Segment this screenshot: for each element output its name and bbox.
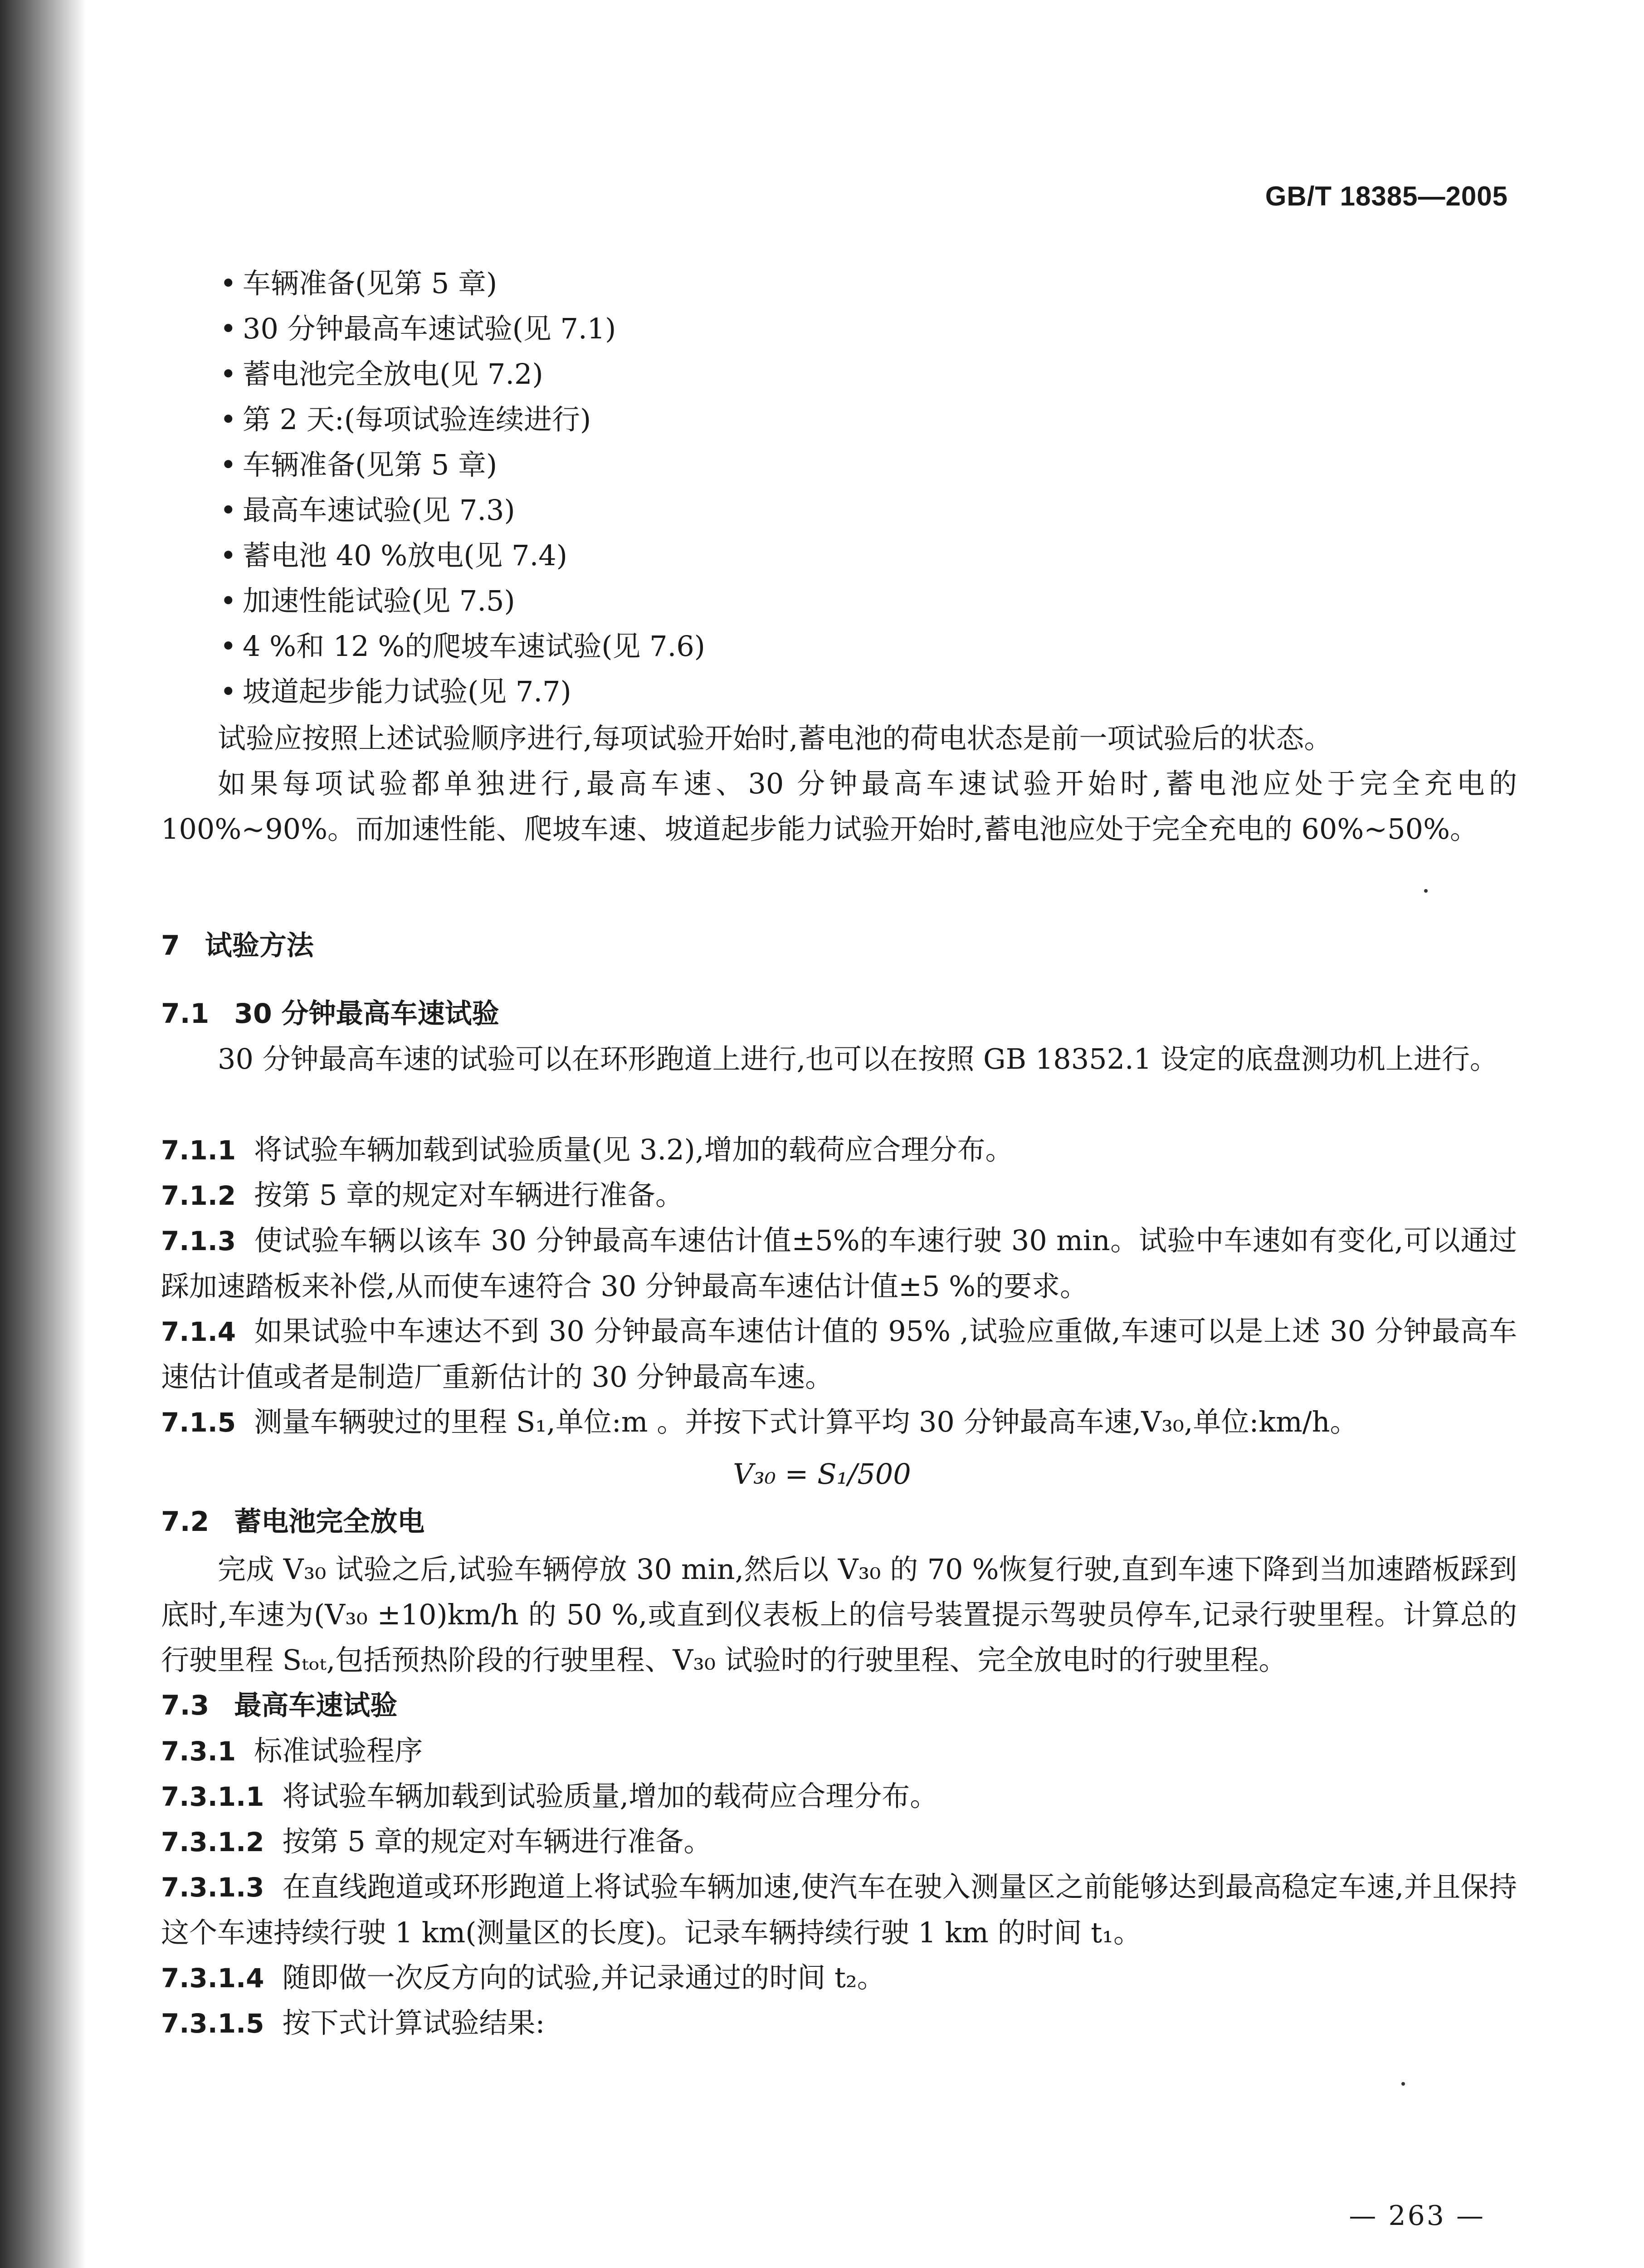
list-item (220, 306, 616, 352)
section-title: 蓄电池完全放电 (234, 1506, 425, 1538)
list-item (220, 624, 705, 669)
clause-7-1-5 (161, 1399, 1517, 1445)
clause-7-3-1-5 (161, 2000, 1517, 2046)
clause-text: 按下式计算试验结果: (282, 2006, 545, 2039)
section-heading-7-3 (161, 1683, 397, 1728)
clause-text: 将试验车辆加载到试验质量,增加的载荷应合理分布。 (282, 1779, 938, 1813)
bullet: • (220, 494, 237, 527)
clause-7-3-1-4 (161, 1955, 1517, 2001)
clause-text: 将试验车辆加载到试验质量(见 3.2),增加的载荷应合理分布。 (254, 1133, 1014, 1166)
bullet: • (220, 403, 237, 436)
bullet: • (220, 267, 237, 300)
clause-7-3-1-3 (161, 1864, 1517, 1955)
clause-number: 7.1.4 (161, 1316, 236, 1347)
clause-text: 使试验车辆以该车 30 分钟最高车速估计值±5%的车速行驶 30 min。试验中车速如有变化,可以通过踩加速踏板来补偿,从而使车速符合 30 分钟最高车速估计值±5 %的要求。 (161, 1224, 1517, 1303)
section-heading-7-2 (161, 1499, 424, 1545)
list-item-text: 4 %和 12 %的爬坡车速试验(见 7.6) (243, 630, 705, 663)
list-item-text: 加速性能试验(见 7.5) (243, 584, 515, 617)
clause-7-3-1-1 (161, 1774, 1517, 1819)
bullet: • (220, 357, 237, 391)
list-item (220, 352, 543, 397)
scan-speck (1401, 2082, 1405, 2086)
clause-text: 测量车辆驶过的里程 S₁,单位:m 。并按下式计算平均 30 分钟最高车速,V₃₀,单位:km/h。 (254, 1405, 1358, 1438)
clause-number: 7.3.1.1 (161, 1781, 264, 1812)
section-title: 最高车速试验 (234, 1690, 398, 1721)
bullet: • (220, 584, 237, 617)
clause-number: 7.1.2 (161, 1180, 236, 1211)
formula-v30: V₃₀ = S₁/500 (733, 1457, 911, 1491)
clause-number: 7.3.1.4 (161, 1963, 264, 1994)
clause-text: 按第 5 章的规定对车辆进行准备。 (254, 1178, 684, 1212)
clause-text: 按第 5 章的规定对车辆进行准备。 (282, 1825, 712, 1858)
list-item-text: 30 分钟最高车速试验(见 7.1) (243, 312, 616, 345)
bullet: • (220, 539, 237, 572)
clause-7-1-3 (161, 1218, 1517, 1309)
list-item-text: 车辆准备(见第 5 章) (243, 267, 498, 300)
bullet: • (220, 448, 237, 481)
list-item (220, 669, 571, 714)
clause-number: 7.1.1 (161, 1135, 236, 1166)
list-item (220, 442, 497, 488)
section-number: 7 (161, 930, 180, 962)
paragraph-sequence: 试验应按照上述试验顺序进行,每项试验开始时,蓄电池的荷电状态是前一项试验后的状态。 (218, 722, 1332, 755)
clause-7-1-2 (161, 1173, 1517, 1218)
clause-number: 7.3.1.5 (161, 2008, 264, 2039)
bullet: • (220, 312, 237, 345)
clause-text: 如果试验中车速达不到 30 分钟最高车速估计值的 95% ,试验应重做,车速可以是上述 30 分钟最高车速估计值或者是制造厂重新估计的 30 分钟最高车速。 (161, 1315, 1517, 1393)
scan-speck (1424, 889, 1428, 893)
section-title: 试验方法 (205, 930, 314, 962)
clause-number: 7.1.3 (161, 1226, 236, 1256)
page-number: — 263 — (1349, 2200, 1485, 2232)
clause-7-3-1 (161, 1728, 1517, 1774)
clause-7-1-4 (161, 1309, 1517, 1400)
list-item-text: 蓄电池 40 %放电(见 7.4) (243, 539, 567, 572)
clause-number: 7.1.5 (161, 1407, 236, 1438)
clause-number: 7.3.1 (161, 1736, 236, 1767)
list-item-text: 坡道起步能力试验(见 7.7) (243, 675, 571, 708)
paragraph-7-1-intro: 30 分钟最高车速的试验可以在环形跑道上进行,也可以在按照 GB 18352.1 设定的底盘测功机上进行。 (218, 1042, 1498, 1075)
list-item-text: 第 2 天:(每项试验连续进行) (243, 403, 591, 436)
clause-7-3-1-2 (161, 1819, 1517, 1865)
section-number: 7.3 (161, 1690, 210, 1721)
list-item-text: 车辆准备(见第 5 章) (243, 448, 498, 481)
clause-text: 在直线跑道或环形跑道上将试验车辆加速,使汽车在驶入测量区之前能够达到最高稳定车速,并且保持这个车速持续行驶 1 km(测量区的长度)。记录车辆持续行驶 1 km 的时间 t₁。 (161, 1870, 1517, 1949)
clause-7-1-1 (161, 1127, 1517, 1173)
list-item (220, 533, 567, 578)
section-number: 7.1 (161, 998, 210, 1030)
paragraph-separate-tests: 如果每项试验都单独进行,最高车速、30 分钟最高车速试验开始时,蓄电池应处于完全充电的 100%~90%。而加速性能、爬坡车速、坡道起步能力试验开始时,蓄电池应处于完全充电的 60%~50%。 (161, 767, 1517, 846)
list-item (220, 397, 591, 442)
bullet: • (220, 630, 237, 663)
clause-text: 随即做一次反方向的试验,并记录通过的时间 t₂。 (282, 1961, 885, 1994)
list-item-text: 蓄电池完全放电(见 7.2) (243, 357, 543, 391)
section-title: 30 分钟最高车速试验 (234, 998, 499, 1030)
list-item-text: 最高车速试验(见 7.3) (243, 494, 515, 527)
list-item (220, 261, 497, 306)
paragraph-7-2: 完成 V₃₀ 试验之后,试验车辆停放 30 min,然后以 V₃₀ 的 70 %恢复行驶,直到车速下降到当加速踏板踩到底时,车速为(V₃₀ ±10)km/h 的 50 %,或直到仪表板上的信号装置提示驾驶员停车,记录行驶里程。计算总的行驶里程 Sₜₒₜ,包括预热阶段的行驶里程、V₃₀ 试验时的行驶里程、完全放电时的行驶里程。 (161, 1553, 1517, 1677)
list-item (220, 488, 515, 533)
clause-text: 标准试验程序 (254, 1734, 423, 1767)
list-item (220, 578, 515, 624)
section-heading-7-1 (161, 991, 499, 1036)
section-number: 7.2 (161, 1506, 210, 1538)
bullet: • (220, 675, 237, 708)
clause-number: 7.3.1.3 (161, 1872, 264, 1903)
clause-number: 7.3.1.2 (161, 1827, 264, 1857)
section-heading-7 (161, 923, 314, 968)
document-code: GB/T 18385—2005 (1265, 181, 1508, 211)
